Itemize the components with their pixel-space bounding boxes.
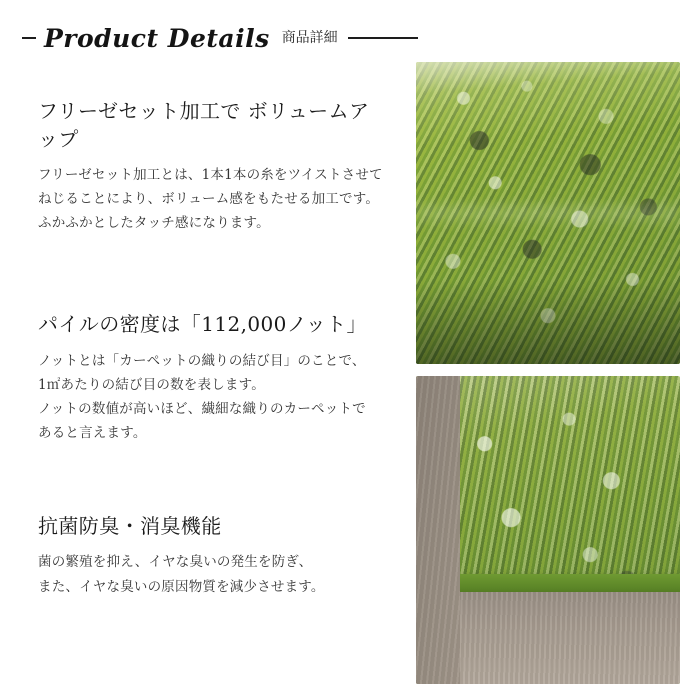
feature-title-line: ボリュームアップ xyxy=(38,99,370,151)
feature-body xyxy=(38,349,388,445)
wooden-floor-left xyxy=(416,376,460,684)
feature-body-line: ねじることにより、ボリューム感をもたせる加工です。 xyxy=(38,191,380,208)
feature-body-line: また、イヤな臭いの原因物質を減少させます。 xyxy=(38,578,325,595)
feature-title-line: パイルの密度は「112,000ノット」 xyxy=(38,312,367,337)
page-title: Product Details xyxy=(44,23,270,53)
image-column xyxy=(416,62,680,684)
section-header xyxy=(22,18,678,58)
header-rule-left xyxy=(22,37,36,39)
feature-title-line: 抗菌防臭・消臭機能 xyxy=(38,513,222,538)
feature-title xyxy=(38,311,388,339)
feature-body xyxy=(38,550,388,598)
carpet-pile-closeup-photo-alt xyxy=(416,62,417,63)
feature-body-line: 菌の繁殖を抑え、イヤな臭いの発生を防ぎ、 xyxy=(38,554,313,571)
feature-block-antibacterial xyxy=(38,513,388,599)
feature-body-line: あると言えます。 xyxy=(38,424,147,441)
page-subtitle: 商品詳細 xyxy=(281,30,338,46)
feature-body-line: ノットの数値が高いほど、繊細な織りのカーペットで xyxy=(38,400,366,417)
feature-body-line: ふかふかとしたタッチ感になります。 xyxy=(38,215,270,232)
feature-body xyxy=(38,163,388,235)
header-rule-right xyxy=(348,37,418,39)
feature-title xyxy=(38,98,388,153)
carpet-pile-closeup-photo xyxy=(416,62,680,364)
feature-title xyxy=(38,513,388,541)
feature-block-frieze xyxy=(38,98,388,235)
block-spacer xyxy=(38,269,388,311)
feature-body-line: フリーゼセット加工とは、1本1本の糸をツイストさせて xyxy=(38,167,383,184)
feature-body-line: ノットとは「カーペットの織りの結び目」のことで、 xyxy=(38,352,366,369)
text-column xyxy=(38,98,388,599)
feature-body-line: 1㎡あたりの結び目の数を表します。 xyxy=(38,376,265,393)
rug-surface xyxy=(460,376,680,574)
feature-block-density xyxy=(38,311,388,445)
block-spacer xyxy=(38,479,388,513)
feature-title-line: フリーゼセット加工で xyxy=(38,99,241,123)
carpet-edge-on-floor-photo xyxy=(416,376,680,684)
